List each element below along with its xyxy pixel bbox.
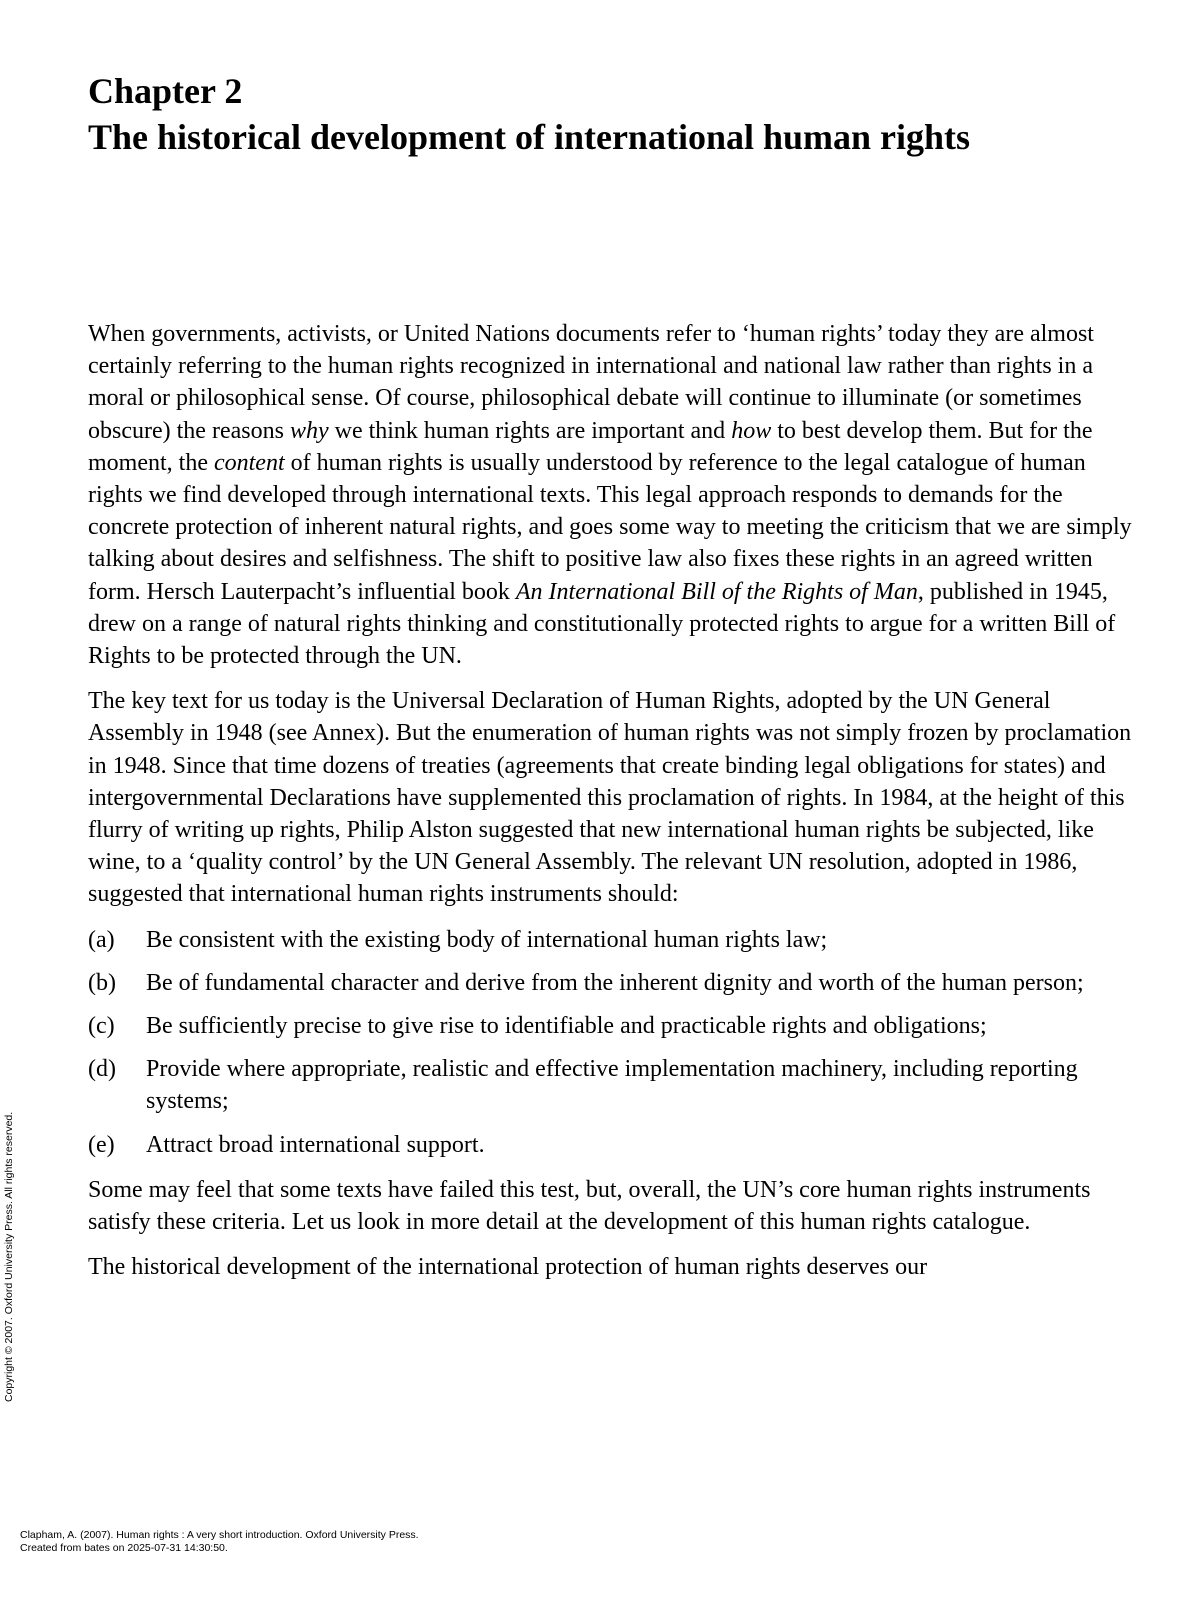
list-item xyxy=(88,1010,1133,1042)
citation-line: Clapham, A. (2007). Human rights : A very short introduction. Oxford University Press. xyxy=(20,1529,419,1541)
paragraph-intro: When governments, activists, or United Nations documents refer to ‘human rights’ today they are almost certainly referring to the human rights recognized in international and national law rather than rights in a moral or philosophical sense. Of course, philosophical debate will continue to illuminate (or sometimes obscure) the reasons why we think human rights are important and how to best develop them. But for the moment, the content of human rights is usually understood by reference to the legal catalogue of human rights we find developed through international texts. This legal approach responds to demands for the concrete protection of inherent natural rights, and goes some way to meeting the criticism that we are simply talking about desires and selfishness. The shift to positive law also fixes these rights in an agreed written form. Hersch Lauterpacht’s influential book An International Bill of the Rights of Man, published in 1945, drew on a range of natural rights thinking and constitutionally protected rights to argue for a written Bill of Rights to be protected through the UN. xyxy=(88,321,1132,670)
list-marker: (c) xyxy=(88,1013,115,1040)
list-marker: (e) xyxy=(88,1131,115,1158)
chapter-heading xyxy=(88,68,1148,160)
chapter-number: Chapter 2 xyxy=(88,71,243,111)
list-item xyxy=(88,1053,1133,1117)
list-item xyxy=(88,1129,1133,1161)
list-marker: (d) xyxy=(88,1056,116,1083)
chapter-title: The historical development of international human rights xyxy=(88,117,971,157)
list-text: Be of fundamental character and derive from the inherent dignity and worth of the human person; xyxy=(146,969,1084,996)
list-text: Attract broad international support. xyxy=(146,1131,485,1158)
created-line: Created from bates on 2025-07-31 14:30:50. xyxy=(20,1542,228,1554)
list-item xyxy=(88,967,1133,999)
page-footer xyxy=(20,1529,419,1555)
chapter-body xyxy=(88,318,1133,1296)
list-text: Be sufficiently precise to give rise to identifiable and practicable rights and obligations; xyxy=(146,1013,987,1040)
emphasis-how: how xyxy=(731,417,772,444)
emphasis-why: why xyxy=(289,417,329,444)
book-title: An International Bill of the Rights of Man xyxy=(515,578,918,605)
paragraph-key-text: The key text for us today is the Universal Declaration of Human Rights, adopted by the UN General Assembly in 1948 (see Annex). But the enumeration of human rights was not simply frozen by proclamation in 1948. Since that time dozens of treaties (agreements that create binding legal obligations for states) and intergovernmental Declarations have supplemented this proclamation of rights. In 1984, at the height of this flurry of writing up rights, Philip Alston suggested that new international human rights be subjected, like wine, to a ‘quality control’ by the UN General Assembly. The relevant UN resolution, adopted in 1986, suggested that international human rights instruments should: xyxy=(88,688,1132,908)
paragraph-assessment: Some may feel that some texts have failed this test, but, overall, the UN’s core human rights instruments satisfy these criteria. Let us look in more detail at the development of this human rights catalogue. xyxy=(88,1176,1091,1236)
criteria-list xyxy=(88,924,1133,1161)
emphasis-content: content xyxy=(213,449,285,476)
list-text: Be consistent with the existing body of international human rights law; xyxy=(146,926,828,953)
list-marker: (b) xyxy=(88,969,116,996)
paragraph-continuation: The historical development of the international protection of human rights deserves our xyxy=(88,1254,928,1281)
copyright-notice: Copyright © 2007. Oxford University Press. All rights reserved. xyxy=(3,1111,15,1402)
list-text: Provide where appropriate, realistic and effective implementation machinery, including reporting systems; xyxy=(146,1056,1078,1115)
list-marker: (a) xyxy=(88,926,115,953)
list-item xyxy=(88,924,1133,956)
